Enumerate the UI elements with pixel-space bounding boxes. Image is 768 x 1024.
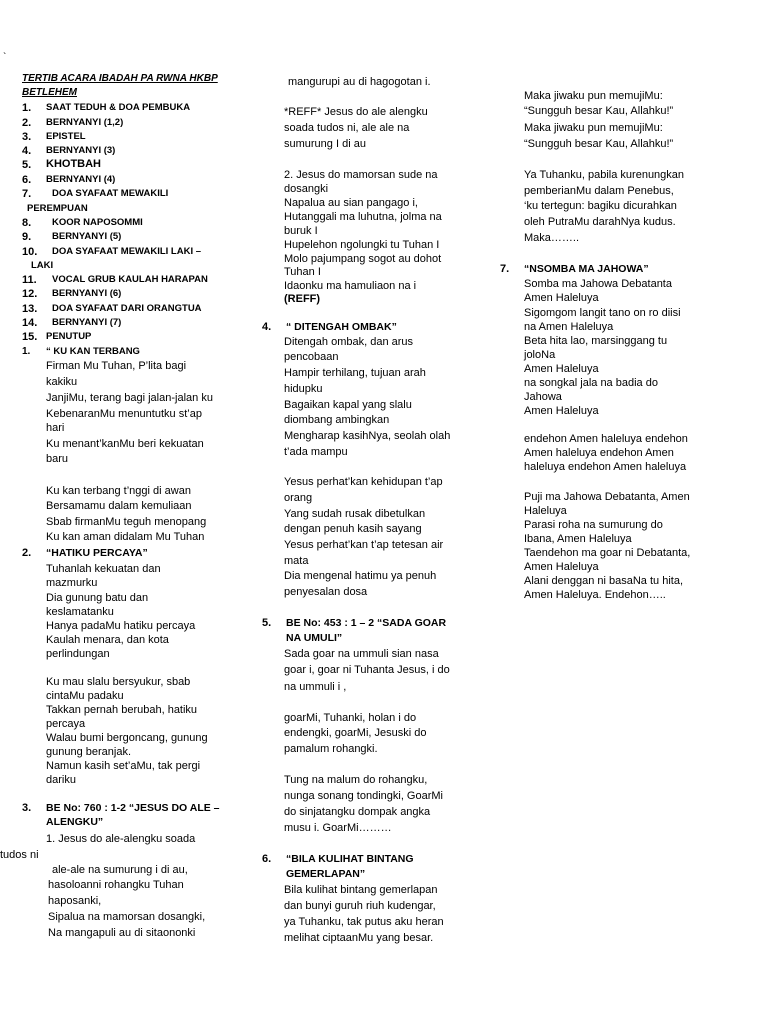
program-item-num: 11. [22, 274, 37, 286]
song-title: GEMERLAPAN” [286, 868, 366, 880]
song-number: 2. [22, 547, 32, 559]
program-item-num: 12. [22, 288, 38, 300]
lyric-line: buruk I [284, 225, 318, 237]
lyric-line: Firman Mu Tuhan, P’lita bagi [46, 360, 187, 372]
lyric-line: Tung na malum do rohangku, [284, 774, 428, 786]
lyric-line: Parasi roha na sumurung do [524, 519, 663, 531]
program-item: KHOTBAH [46, 158, 101, 170]
song-title: “HATIKU PERCAYA” [46, 547, 148, 559]
lyric-line: mata [284, 555, 309, 567]
lyric-line: “Sungguh besar Kau, Allahku!” [524, 105, 674, 117]
lyric-line: joloNa [524, 349, 556, 361]
lyric-line: nunga sonang tondingki, GoarMi [284, 790, 443, 802]
lyric-line: Bagaikan kapal yang slalu [284, 399, 412, 411]
lyric-line: Molo pajumpang sogot au dohot [284, 253, 442, 265]
program-title-line2: BETLEHEM [22, 87, 77, 98]
program-item-num: 7. [22, 188, 32, 200]
lyric-line: Amen Haleluya [524, 561, 599, 573]
lyric-line: keslamatanku [46, 606, 114, 618]
lyric-line: Taendehon ma goar ni Debatanta, [524, 547, 691, 559]
lyric-line: Tuhanlah kekuatan dan [46, 563, 161, 575]
song-title: ALENGKU” [46, 816, 104, 828]
program-item: DOA SYAFAAT DARI ORANGTUA [52, 303, 202, 314]
lyric-line: *REFF* Jesus do ale alengku [284, 106, 428, 118]
program-item: LAKI [31, 260, 54, 271]
lyric-line: Dia mengenal hatimu ya penuh [284, 570, 437, 582]
song-number: 5. [262, 617, 272, 629]
lyric-line: Beta hita lao, marsinggang tu [524, 335, 668, 347]
program-item-num: 4. [22, 145, 32, 157]
lyric-line: Ibana, Amen Haleluya [524, 533, 632, 545]
lyric-line: Hutanggali ma luhutna, jolma na [284, 211, 442, 223]
program-item: BERNYANYI (3) [46, 145, 116, 156]
song-title: BE No: 453 : 1 – 2 “SADA GOAR [286, 617, 447, 629]
program-item-num: 5. [22, 159, 32, 171]
program-item: BERNYANYI (6) [52, 288, 122, 299]
reff-marker: (REFF) [284, 293, 321, 305]
lyric-line: endehon Amen haleluya endehon [524, 433, 688, 445]
lyric-line: kakiku [46, 376, 78, 388]
lyric-line: tudos ni [0, 849, 39, 861]
lyric-line: hari [46, 422, 65, 434]
program-item-num: 14. [22, 317, 38, 329]
lyric-line: JanjiMu, terang bagi jalan-jalan ku [46, 392, 213, 404]
lyric-line: Yang sudah rusak dibetulkan [284, 508, 426, 520]
lyric-line: Bila kulihat bintang gemerlapan [284, 884, 438, 896]
program-title-line1: TERTIB ACARA IBADAH PA RWNA HKBP [22, 73, 218, 84]
lyric-line: Bersamamu dalam kemuliaan [46, 500, 192, 512]
lyric-line: sumurung I di au [284, 138, 366, 150]
program-item-num: 1. [22, 102, 32, 114]
program-item-num: 6. [22, 174, 32, 186]
lyric-line: Ku kan terbang t’nggi di awan [46, 485, 191, 497]
program-item-num: 13. [22, 303, 38, 315]
lyric-line: Hanya padaMu hatiku percaya [46, 620, 196, 632]
lyric-line: dan bunyi guruh riuh kudengar, [284, 900, 436, 912]
lyric-line: Maka jiwaku pun memujiMu: [524, 90, 663, 102]
song-number: 3. [22, 802, 32, 814]
song-title: “ KU KAN TERBANG [46, 346, 140, 357]
lyric-line: haleluya endehon Amen haleluya [524, 461, 687, 473]
lyric-line: Takkan pernah berubah, hatiku [46, 704, 198, 716]
lyric-line: percaya [46, 718, 86, 730]
lyric-line: Amen Haleluya [524, 292, 599, 304]
program-item-num: 15. [22, 331, 38, 343]
lyric-line: gunung beranjak. [46, 746, 132, 758]
program-item: PEREMPUAN [27, 203, 88, 214]
lyric-line: pamalum rohangki. [284, 743, 378, 755]
program-item-num: 2. [22, 117, 32, 129]
lyric-line: dengan penuh kasih sayang [284, 523, 422, 535]
song-title: “BILA KULIHAT BINTANG [286, 853, 414, 865]
program-item: BERNYANYI (1,2) [46, 117, 124, 128]
lyric-line: mazmurku [46, 577, 98, 589]
lyric-line: hasoloanni rohangku Tuhan [48, 879, 184, 891]
lyric-line: Walau bumi bergoncang, gunung [46, 732, 208, 744]
song-title: “ DITENGAH OMBAK” [286, 321, 397, 333]
lyric-line: Dia gunung batu dan [46, 592, 149, 604]
lyric-line: Amen Haleluya. Endehon….. [524, 589, 666, 601]
lyric-line: Amen Haleluya [524, 405, 599, 417]
lyric-line: endengki, goarMi, Jesuski do [284, 727, 427, 739]
program-item: VOCAL GRUB KAULAH HARAPAN [52, 274, 208, 285]
lyric-line: Amen haleluya endehon Amen [524, 447, 674, 459]
lyric-line: Haleluya [524, 505, 567, 517]
program-item: KOOR NAPOSOMMI [52, 217, 143, 228]
song-number: 4. [262, 321, 272, 333]
lyric-line: Ya Tuhanku, pabila kurenungkan [524, 169, 685, 181]
lyric-line: Yesus perhat’kan t’ap tetesan air [284, 539, 444, 551]
song-title: “NSOMBA MA JAHOWA” [524, 263, 649, 275]
lyric-line: Sada goar na ummuli sian nasa [284, 648, 439, 660]
lyric-line: Namun kasih set’aMu, tak pergi [46, 760, 201, 772]
lyric-line: melihat ciptaanMu yang besar. [284, 932, 434, 944]
lyric-line: Hupelehon ngolungki tu Tuhan I [284, 239, 440, 251]
song-number: 1. [22, 346, 31, 357]
lyric-line: na Amen Haleluya [524, 321, 614, 333]
lyric-line: Ditengah ombak, dan arus [284, 336, 414, 348]
lyric-line: ya Tuhanku, tak putus aku heran [284, 916, 444, 928]
lyric-line: Kaulah menara, dan kota [46, 634, 169, 646]
lyric-line: Tuhan I [284, 266, 321, 278]
program-item: PENUTUP [46, 331, 92, 342]
lyric-line: Ku kan aman didalam Mu Tuhan [46, 531, 205, 543]
lyric-line: penyesalan dosa [284, 586, 368, 598]
program-item: DOA SYAFAAT MEWAKILI LAKI – [52, 246, 202, 257]
lyric-line: ale-ale na sumurung i di au, [52, 864, 188, 876]
lyric-line: Ku menant’kanMu beri kekuatan [46, 438, 204, 450]
song-number: 6. [262, 853, 272, 865]
lyric-line: Mengharap kasihNya, seolah olah [284, 430, 451, 442]
lyric-line: baru [46, 453, 69, 465]
lyric-line: oleh PutraMu darahNya kudus. [524, 216, 676, 228]
lyric-line: ‘ku tertegun: bagiku dicurahkan [524, 200, 677, 212]
lyric-line: musu i. GoarMi……… [284, 822, 392, 834]
program-item: BERNYANYI (4) [46, 174, 116, 185]
stray-mark: ` [3, 52, 7, 63]
lyric-line: Sipalua na mamorsan dosangki, [48, 911, 206, 923]
program-item: EPISTEL [46, 131, 86, 142]
program-item-num: 9. [22, 231, 32, 243]
lyric-line: Puji ma Jahowa Debatanta, Amen [524, 491, 690, 503]
program-item-num: 8. [22, 217, 32, 229]
lyric-line: Hampir terhilang, tujuan arah [284, 367, 426, 379]
program-item: SAAT TEDUH & DOA PEMBUKA [46, 102, 191, 113]
song-number: 7. [500, 263, 510, 275]
lyric-line: Alani denggan ni basaNa tu hita, [524, 575, 684, 587]
lyric-line: Jahowa [524, 391, 562, 403]
lyric-line: “Sungguh besar Kau, Allahku!” [524, 138, 674, 150]
lyric-line: Yesus perhat’kan kehidupan t’ap [284, 476, 443, 488]
lyric-line: Ku mau slalu bersyukur, sbab [46, 676, 191, 688]
lyric-line: Napalua au sian pangago i, [284, 197, 418, 209]
lyric-line: goarMi, Tuhanki, holan i do [284, 712, 417, 724]
program-item: BERNYANYI (5) [52, 231, 122, 242]
lyric-line: dosangki [284, 183, 329, 195]
lyric-line: dariku [46, 774, 76, 786]
song-title: NA UMULI” [286, 632, 343, 644]
lyric-line: na songkal jala na badia do [524, 377, 658, 389]
lyric-line: hidupku [284, 383, 323, 395]
song-title: BE No: 760 : 1-2 “JESUS DO ALE – [46, 802, 220, 814]
program-item-num: 3. [22, 131, 32, 143]
lyric-line: Maka…….. [524, 232, 580, 244]
lyric-line: 1. Jesus do ale-alengku soada [46, 833, 196, 845]
lyric-line: na ummuli i , [284, 681, 347, 693]
lyric-line: pencobaan [284, 351, 339, 363]
lyric-line: do sinjatangku dompak angka [284, 806, 431, 818]
program-item-num: 10. [22, 246, 38, 258]
lyric-line: mangurupi au di hagogotan i. [288, 76, 431, 88]
lyric-line: 2. Jesus do mamorsan sude na [284, 169, 438, 181]
lyric-line: Idaonku ma hamuliaon na i [284, 280, 417, 292]
lyric-line: Maka jiwaku pun memujiMu: [524, 122, 663, 134]
lyric-line: Amen Haleluya [524, 363, 599, 375]
lyric-line: Na mangapuli au di sitaononki [48, 927, 196, 939]
lyric-line: Somba ma Jahowa Debatanta [524, 278, 672, 290]
lyric-line: soada tudos ni, ale ale na [284, 122, 410, 134]
lyric-line: cintaMu padaku [46, 690, 124, 702]
program-item: DOA SYAFAAT MEWAKILI [52, 188, 169, 199]
lyric-line: goar i, goar ni Tuhanta Jesus, i do [284, 664, 450, 676]
lyric-line: haposanki, [48, 895, 102, 907]
lyric-line: Sigomgom langit tano on ro diisi [524, 307, 681, 319]
lyric-line: perlindungan [46, 648, 110, 660]
lyric-line: pemberianMu dalam Penebus, [524, 185, 674, 197]
lyric-line: diombang ambingkan [284, 414, 390, 426]
lyric-line: t’ada mampu [284, 446, 348, 458]
program-item: BERNYANYI (7) [52, 317, 122, 328]
lyric-line: orang [284, 492, 313, 504]
lyric-line: KebenaranMu menuntutku st’ap [46, 408, 202, 420]
lyric-line: Sbab firmanMu teguh menopang [46, 516, 207, 528]
